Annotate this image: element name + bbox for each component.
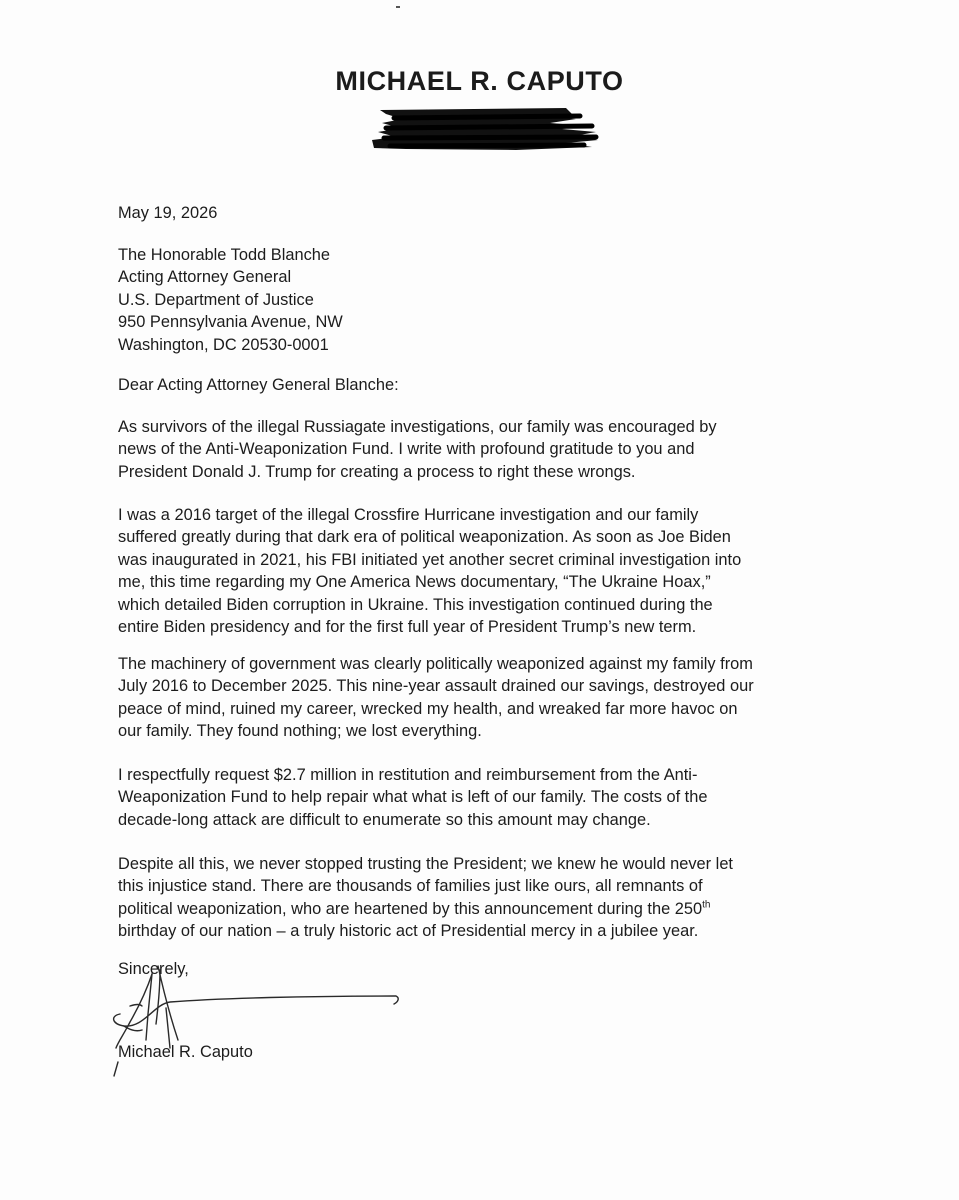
salutation: Dear Acting Attorney General Blanche: <box>118 376 399 394</box>
paragraph-line: July 2016 to December 2025. This nine-year assault drained our savings, destroyed our <box>118 677 754 696</box>
letterhead-name: MICHAEL R. CAPUTO <box>335 66 624 96</box>
recipient-address <box>118 244 838 356</box>
scan-mark <box>396 6 400 8</box>
recipient-line: Washington, DC 20530-0001 <box>118 335 329 354</box>
paragraph-text: political weaponization, who are heartened by this announcement during the 250 <box>118 899 703 918</box>
recipient-line: The Honorable Todd Blanche <box>118 246 331 264</box>
paragraph-line: was inaugurated in 2021, his FBI initiated yet another secret criminal investigation into <box>118 550 742 569</box>
paragraph-2 <box>118 504 838 638</box>
paragraph-3 <box>118 653 838 743</box>
paragraph-line: entire Biden presidency and for the first full year of President Trump’s new term. <box>118 618 697 637</box>
paragraph-line: I respectfully request $2.7 million in restitution and reimbursement from the Anti- <box>118 766 698 784</box>
paragraph-line <box>118 898 838 920</box>
paragraph-line: birthday of our nation – a truly historic act of Presidential mercy in a jubilee year. <box>118 922 699 941</box>
paragraph-line: news of the Anti-Weaponization Fund. I write with profound gratitude to you and <box>118 440 695 459</box>
paragraph-line: The machinery of government was clearly politically weaponized against my family from <box>118 655 753 673</box>
paragraph-line: this injustice stand. There are thousands of families just like ours, all remnants of <box>118 877 703 896</box>
recipient-line: U.S. Department of Justice <box>118 290 314 309</box>
recipient-line: 950 Pennsylvania Avenue, NW <box>118 313 343 332</box>
paragraph-line: me, this time regarding my One America News documentary, “The Ukraine Hoax,” <box>118 573 711 592</box>
paragraph-line: which detailed Biden corruption in Ukraine. This investigation continued during the <box>118 595 713 614</box>
letter-date: May 19, 2026 <box>118 204 218 222</box>
paragraph-1 <box>118 416 838 483</box>
paragraph-line: Despite all this, we never stopped trusting the President; we knew he would never let <box>118 855 733 873</box>
paragraph-4 <box>118 764 838 831</box>
paragraph-line: I was a 2016 target of the illegal Crossfire Hurricane investigation and our family <box>118 506 699 524</box>
paragraph-line: our family. They found nothing; we lost everything. <box>118 722 482 741</box>
paragraph-line: President Donald J. Trump for creating a process to right these wrongs. <box>118 462 636 481</box>
paragraph-line: Weaponization Fund to help repair what what is left of our family. The costs of the <box>118 788 708 807</box>
ordinal-suffix: th <box>702 899 711 911</box>
redaction-mark <box>366 104 606 154</box>
signatory-name: Michael R. Caputo <box>118 1043 253 1061</box>
paragraph-line: decade-long attack are difficult to enumerate so this amount may change. <box>118 810 651 829</box>
paragraph-line: peace of mind, ruined my career, wrecked my health, and wreaked far more havoc on <box>118 699 738 718</box>
paragraph-line: As survivors of the illegal Russiagate investigations, our family was encouraged by <box>118 418 717 436</box>
closing: Sincerely, <box>118 960 189 978</box>
paragraph-5 <box>118 853 838 943</box>
recipient-line: Acting Attorney General <box>118 268 292 287</box>
paragraph-line: suffered greatly during that dark era of political weaponization. As soon as Joe Biden <box>118 528 731 547</box>
